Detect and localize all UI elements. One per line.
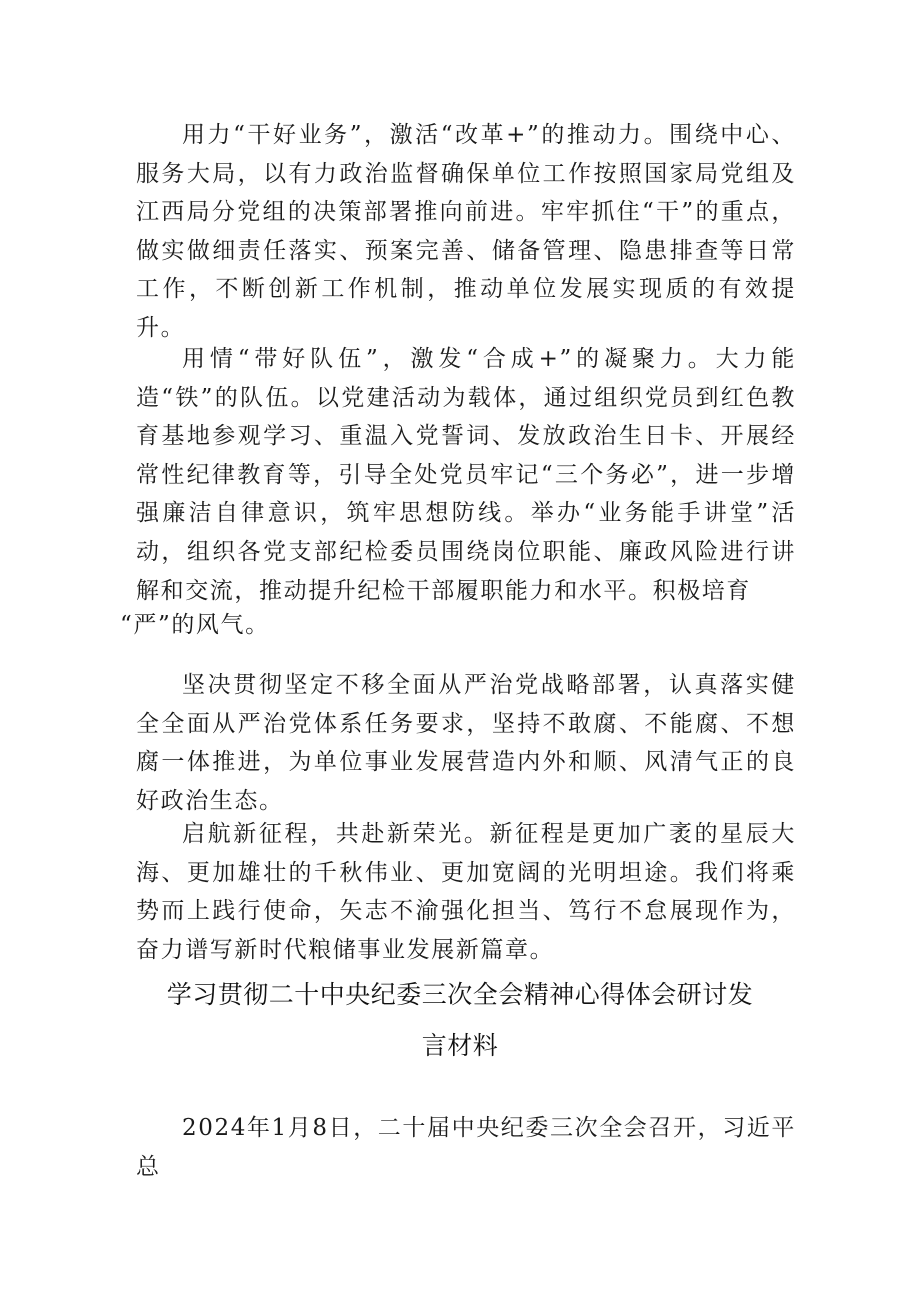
paragraph-conclusion: 启航新征程，共赴新荣光。新征程是更加广袤的星辰大海、更加雄壮的千秋伟业、更加宽阔的光明坦途。我们将乘势而上践行使命，矢志不渝强化担当、笃行不怠展现作为，奋力谱写新时代粮储事业发展新篇章。 [136,821,796,963]
paragraph-business: 用力“干好业务”，激活“改革+”的推动力。围绕中心、服务大局，以有力政治监督确保单位工作按照国家局党组及江西局分党组的决策部署推向前进。牢牢抓住“干”的重点，做实做细责任落实、预案完善、储备管理、隐患排查等日常工作，不断创新工作机制，推动单位发展实现质的有效提升。 [136,122,796,341]
paragraph-atmosphere: “严”的风气。 [120,612,270,638]
paragraph-team: 用情“带好队伍”，激发“合成+”的凝聚力。大力能造“铁”的队伍。以党建活动为载体，通过组织党员到红色教育基地参观学习、重温入党誓词、发放政治生日卡、开展经常性纪律教育等，引导全处党员牢记“三个务必”，进一步增强廉洁自律意识，筑牢思想防线。举办“业务能手讲堂”活动，组织各党支部纪检委员围绕岗位职能、廉政风险进行讲解和交流，推动提升纪检干部履职能力和水平。积极培育 [136,346,796,604]
paragraph-opening: 2024年1月8日，二十届中央纪委三次全会召开，习近平总 [136,1115,796,1180]
section-title-line-1: 学习贯彻二十中央纪委三次全会精神心得体会研讨发 [166,980,754,1009]
paragraph-discipline: 坚决贯彻坚定不移全面从严治党战略部署，认真落实健全全面从严治党体系任务要求，坚持不敢腐、不能腐、不想腐一体推进，为单位事业发展营造内外和顺、风清气正的良好政治生态。 [136,672,796,814]
section-title-line-2: 言材料 [421,1031,499,1060]
